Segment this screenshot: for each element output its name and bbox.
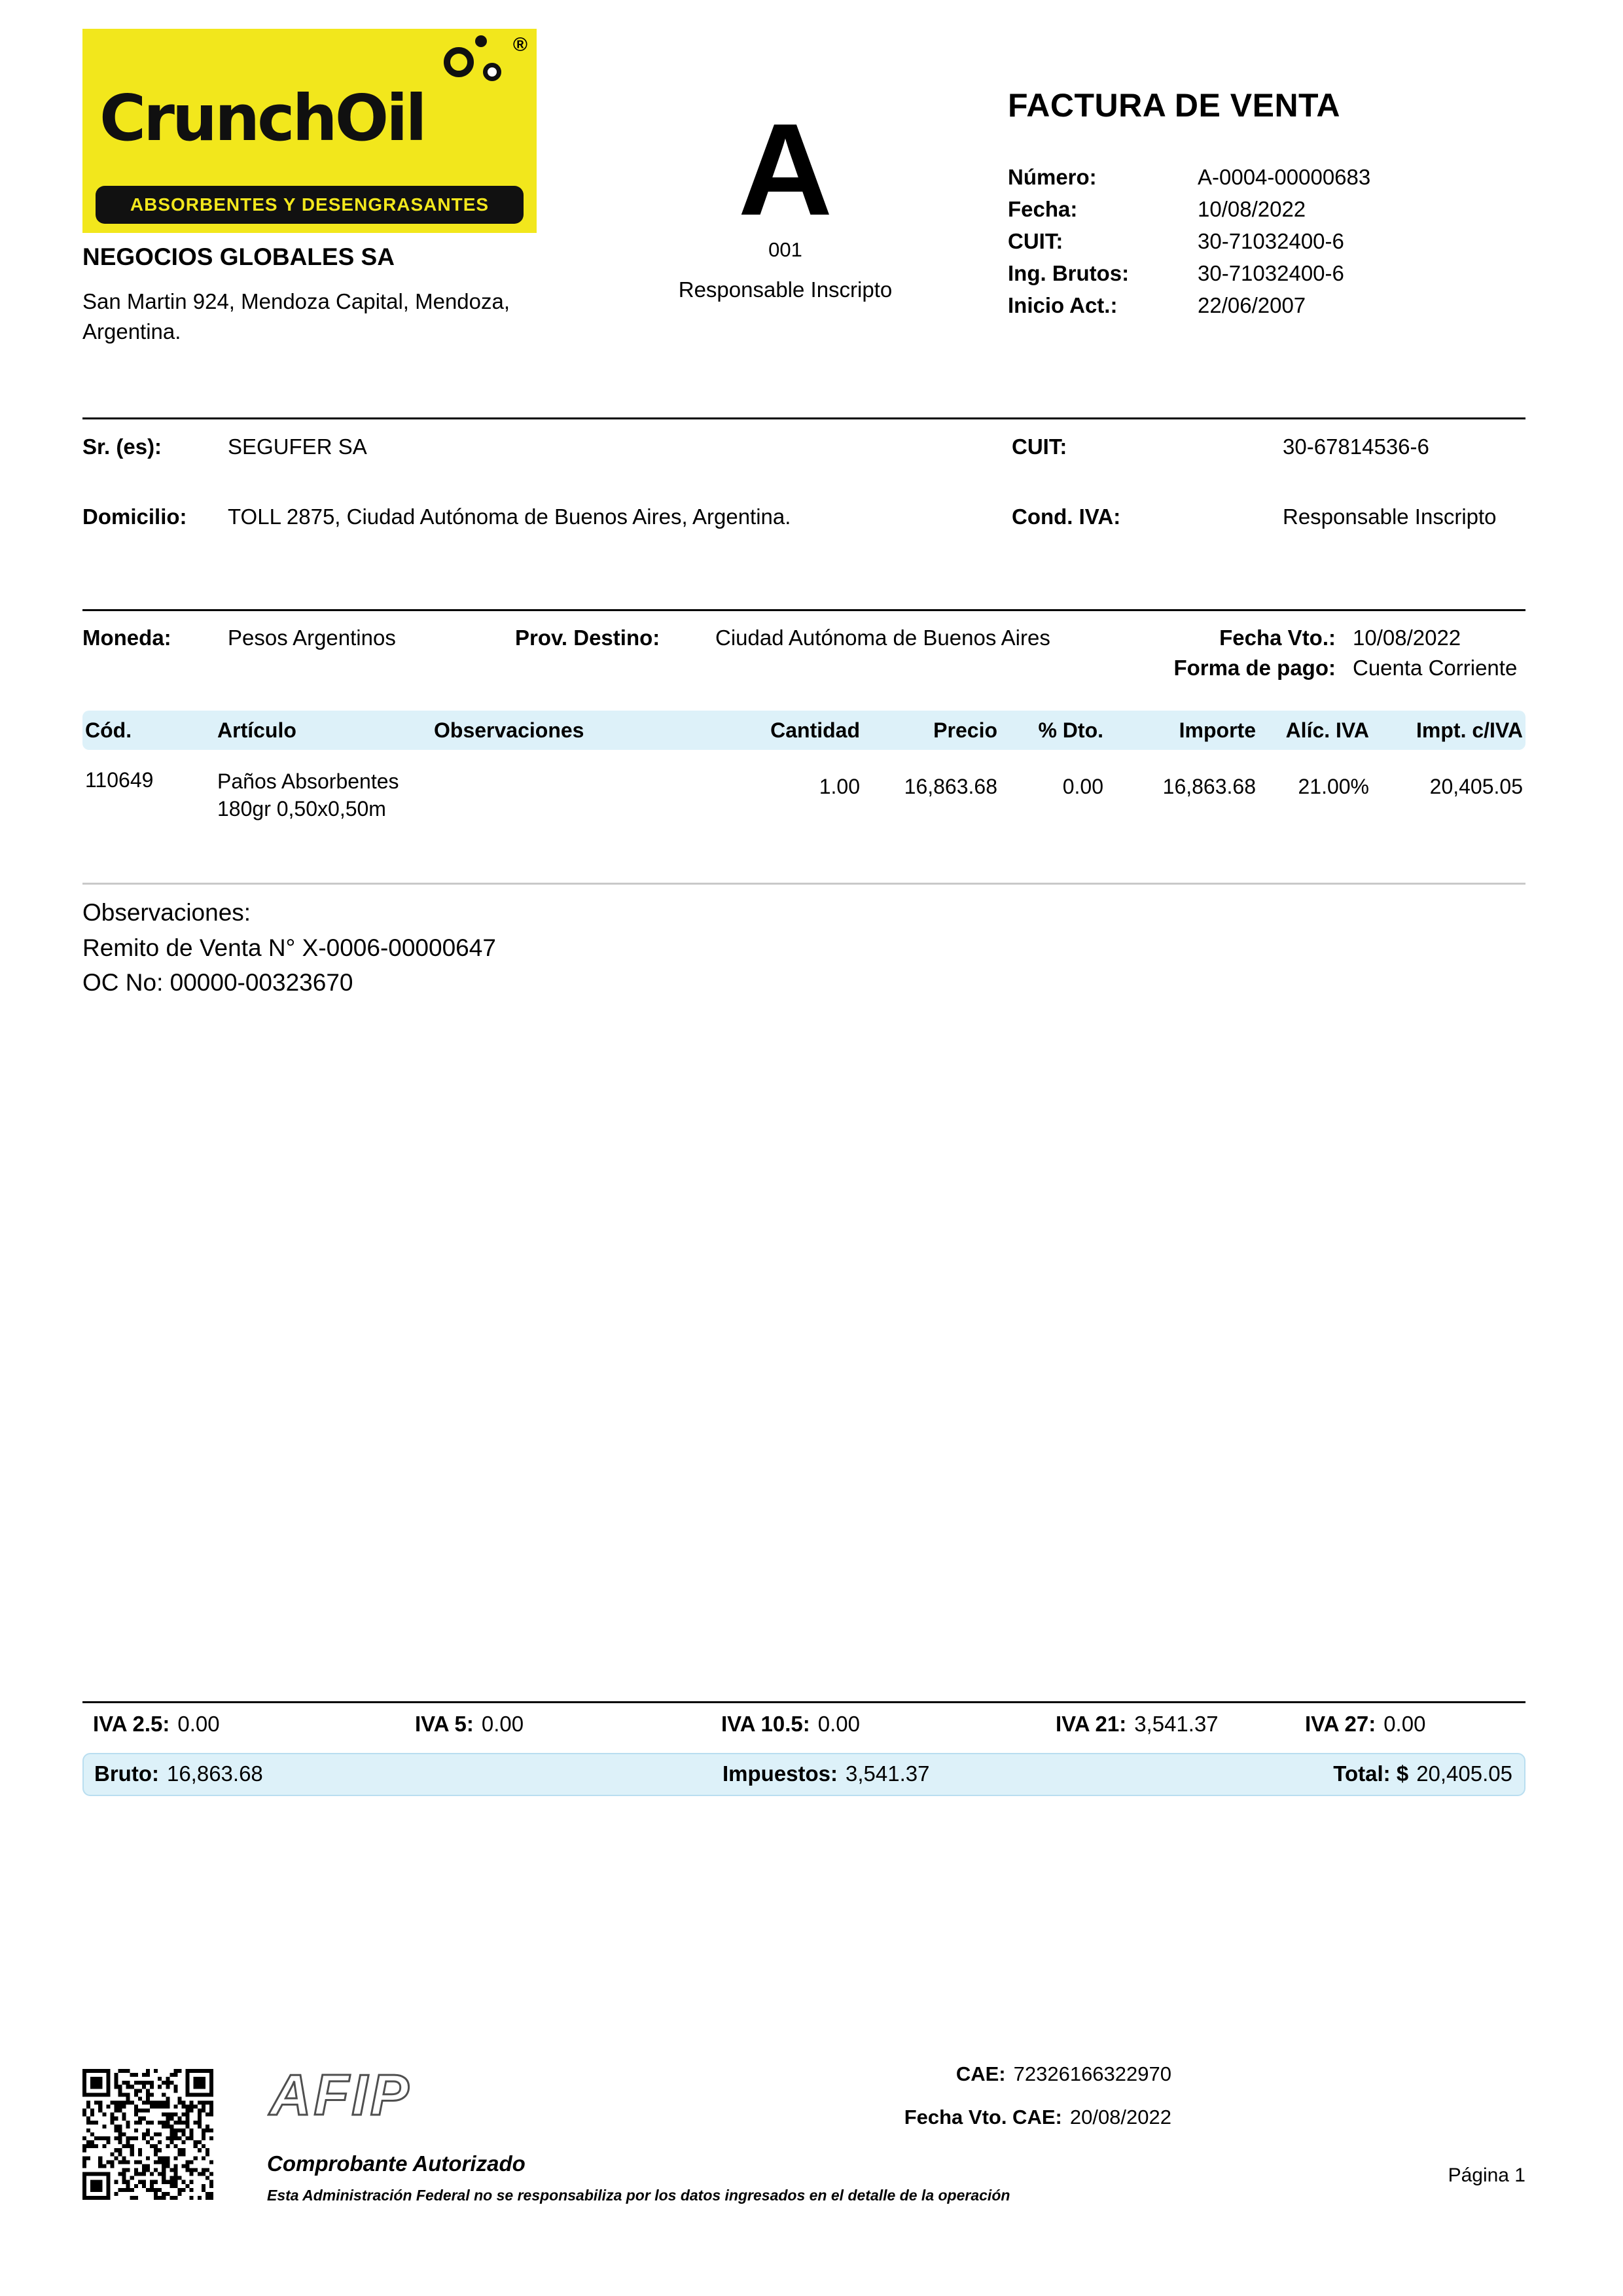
iva-item bbox=[1305, 1712, 1425, 1737]
fecha-label: Fecha: bbox=[1008, 197, 1078, 221]
iva-label: IVA 21: bbox=[1056, 1712, 1127, 1736]
iva-item bbox=[415, 1712, 524, 1737]
cell-dto: 0.00 bbox=[1062, 775, 1103, 798]
table-row bbox=[82, 768, 1525, 822]
oil-bubble-icon bbox=[444, 47, 474, 77]
customer-section bbox=[82, 434, 1525, 585]
invoice-meta bbox=[1008, 86, 1525, 321]
page-number: Página 1 bbox=[1448, 2164, 1525, 2186]
inicio-act-label: Inicio Act.: bbox=[1008, 293, 1118, 317]
fecha-vto-label: Fecha Vto.: bbox=[1219, 626, 1336, 650]
total-label: Total: $ bbox=[1333, 1761, 1409, 1786]
divider bbox=[82, 609, 1525, 611]
observaciones-line: Remito de Venta N° X-0006-00000647 bbox=[82, 934, 496, 961]
customer-cuit-value: 30-67814536-6 bbox=[1283, 434, 1429, 459]
prov-destino-label: Prov. Destino: bbox=[515, 626, 660, 650]
numero-label: Número: bbox=[1008, 165, 1097, 189]
comprobante-text: Comprobante Autorizado bbox=[267, 2151, 526, 2176]
iva-label: IVA 27: bbox=[1305, 1712, 1376, 1736]
items-table-header bbox=[82, 711, 1525, 750]
articulo-line2: 180gr 0,50x0,50m bbox=[217, 796, 386, 821]
iva-item bbox=[93, 1712, 220, 1737]
company-logo bbox=[82, 29, 537, 233]
iva-value: 0.00 bbox=[1383, 1712, 1426, 1736]
grand-total bbox=[1333, 1754, 1512, 1793]
iva-label: IVA 10.5: bbox=[721, 1712, 810, 1736]
items-table bbox=[82, 711, 1525, 822]
col-header-precio: Precio bbox=[933, 718, 997, 742]
divider bbox=[82, 883, 1525, 885]
ing-brutos-value: 30-71032400-6 bbox=[1198, 261, 1344, 285]
ing-brutos-label: Ing. Brutos: bbox=[1008, 261, 1130, 285]
observaciones-section bbox=[82, 895, 496, 1000]
cell-impt-civa: 20,405.05 bbox=[1429, 775, 1523, 798]
oil-bubble-icon bbox=[475, 35, 487, 47]
customer-cuit-label: CUIT: bbox=[1012, 434, 1067, 459]
cae-block bbox=[805, 2062, 1171, 2149]
divider bbox=[82, 1701, 1525, 1703]
impuestos-total bbox=[722, 1754, 930, 1793]
iva-breakdown-row bbox=[82, 1712, 1525, 1743]
iva-item bbox=[721, 1712, 860, 1737]
customer-address-label: Domicilio: bbox=[82, 504, 187, 529]
customer-name-label: Sr. (es): bbox=[82, 434, 162, 459]
afip-logo bbox=[267, 2066, 493, 2127]
iva-item bbox=[1056, 1712, 1219, 1737]
cell-precio: 16,863.68 bbox=[904, 775, 997, 798]
cae-due-label: Fecha Vto. CAE: bbox=[904, 2106, 1062, 2128]
customer-iva-label: Cond. IVA: bbox=[1012, 504, 1121, 529]
iva-value: 0.00 bbox=[817, 1712, 860, 1736]
total-value: 20,405.05 bbox=[1416, 1761, 1512, 1786]
forma-pago-label: Forma de pago: bbox=[1173, 656, 1336, 680]
iva-value: 0.00 bbox=[481, 1712, 524, 1736]
cuit-label: CUIT: bbox=[1008, 229, 1063, 253]
cae-label: CAE: bbox=[955, 2062, 1006, 2085]
col-header-cod: Cód. bbox=[85, 718, 132, 742]
cell-importe: 16,863.68 bbox=[1162, 775, 1256, 798]
forma-pago-value: Cuenta Corriente bbox=[1353, 656, 1518, 680]
totals-band bbox=[82, 1753, 1525, 1796]
col-header-cantidad: Cantidad bbox=[770, 718, 860, 742]
invoice-type-letter: A bbox=[738, 97, 833, 243]
cae-due-row bbox=[805, 2106, 1171, 2129]
customer-iva-value: Responsable Inscripto bbox=[1283, 504, 1497, 529]
invoice-type-code: 001 bbox=[768, 238, 802, 261]
bruto-total bbox=[94, 1754, 263, 1793]
cell-cod: 110649 bbox=[85, 768, 154, 792]
cae-due-value: 20/08/2022 bbox=[1069, 2106, 1171, 2128]
prov-destino-value: Ciudad Autónoma de Buenos Aires bbox=[715, 626, 1050, 650]
col-header-impt-civa: Impt. c/IVA bbox=[1416, 718, 1523, 742]
col-header-alic-iva: Alíc. IVA bbox=[1285, 718, 1369, 742]
inicio-act-value: 22/06/2007 bbox=[1198, 293, 1306, 317]
numero-value: A-0004-00000683 bbox=[1198, 165, 1371, 189]
cell-observaciones bbox=[431, 768, 654, 822]
terms-section bbox=[82, 626, 1525, 698]
divider bbox=[82, 417, 1525, 419]
iva-label: IVA 5: bbox=[415, 1712, 474, 1736]
company-address: San Martin 924, Mendoza Capital, Mendoza, Argentina. bbox=[82, 289, 510, 344]
customer-name-value: SEGUFER SA bbox=[228, 434, 367, 459]
fecha-vto-value: 10/08/2022 bbox=[1353, 626, 1461, 650]
impuestos-label: Impuestos: bbox=[722, 1761, 838, 1786]
fecha-value: 10/08/2022 bbox=[1198, 197, 1306, 221]
iva-value: 3,541.37 bbox=[1134, 1712, 1219, 1736]
invoice-class-block bbox=[648, 97, 923, 302]
col-header-articulo: Artículo bbox=[217, 718, 296, 742]
articulo-line1: Paños Absorbentes bbox=[217, 769, 399, 793]
cell-articulo bbox=[215, 768, 431, 822]
qr-code bbox=[82, 2069, 213, 2200]
bruto-value: 16,863.68 bbox=[166, 1761, 263, 1786]
iva-label: IVA 2.5: bbox=[93, 1712, 170, 1736]
moneda-label: Moneda: bbox=[82, 626, 171, 650]
cell-alic-iva: 21.00% bbox=[1298, 775, 1369, 798]
issuer-tax-condition: Responsable Inscripto bbox=[678, 277, 893, 302]
impuestos-value: 3,541.37 bbox=[846, 1761, 930, 1786]
col-header-dto: % Dto. bbox=[1038, 718, 1103, 742]
moneda-value: Pesos Argentinos bbox=[228, 626, 396, 650]
registered-mark-icon: ® bbox=[512, 34, 527, 56]
iva-value: 0.00 bbox=[177, 1712, 220, 1736]
afip-logo-text: AFIP bbox=[270, 2066, 412, 2127]
cae-value: 72326166322970 bbox=[1013, 2062, 1171, 2085]
customer-address-value: TOLL 2875, Ciudad Autónoma de Buenos Aires, Argentina. bbox=[228, 504, 791, 529]
logo-tagline: ABSORBENTES Y DESENGRASANTES bbox=[96, 186, 524, 224]
company-name: NEGOCIOS GLOBALES SA bbox=[82, 243, 395, 270]
col-header-observaciones: Observaciones bbox=[434, 718, 584, 742]
logo-brand-text: CrunchOil bbox=[99, 81, 425, 155]
col-header-importe: Importe bbox=[1179, 718, 1256, 742]
cae-row bbox=[805, 2062, 1171, 2086]
oil-bubble-icon bbox=[483, 63, 501, 81]
disclaimer-text: Esta Administración Federal no se responsabiliza por los datos ingresados en el detalle de la operación bbox=[267, 2187, 1010, 2204]
observaciones-line: OC No: 00000-00323670 bbox=[82, 969, 353, 997]
invoice-title: FACTURA DE VENTA bbox=[1008, 87, 1340, 124]
bruto-label: Bruto: bbox=[94, 1761, 159, 1786]
cell-cantidad: 1.00 bbox=[819, 775, 860, 798]
cuit-value: 30-71032400-6 bbox=[1198, 229, 1344, 253]
observaciones-heading: Observaciones: bbox=[82, 899, 251, 926]
